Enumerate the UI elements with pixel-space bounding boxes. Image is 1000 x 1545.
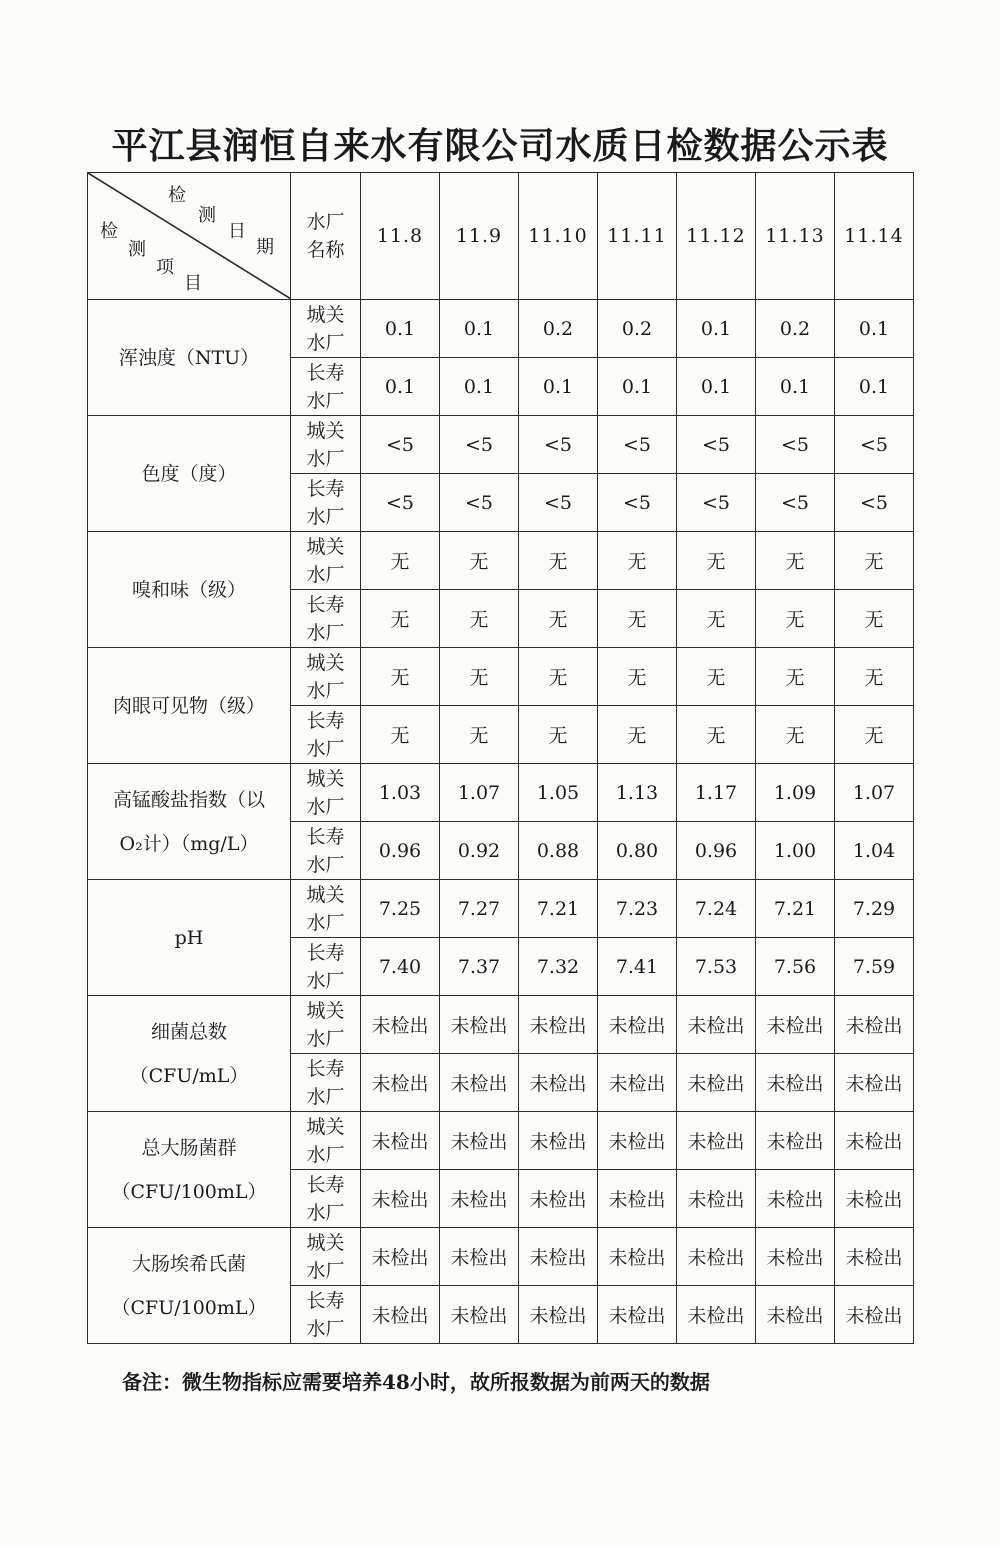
value-cell: 未检出 <box>756 1054 835 1112</box>
test-item-label: 总大肠菌群 <box>141 1136 237 1159</box>
test-item-cell <box>88 1112 291 1228</box>
value-cell: 无 <box>835 648 914 706</box>
value-cell: 未检出 <box>440 1054 519 1112</box>
value-cell: 无 <box>835 706 914 764</box>
plant-column-header <box>291 173 361 300</box>
value-cell: 未检出 <box>598 1170 677 1228</box>
value-cell: 无 <box>756 706 835 764</box>
value-cell: 无 <box>677 590 756 648</box>
test-item-cell <box>88 300 291 416</box>
value-cell: 0.1 <box>440 300 519 358</box>
plant-name-line: 城关 <box>306 535 345 558</box>
plant-name-line: 水厂 <box>306 563 345 586</box>
test-item-label: 浑浊度（NTU） <box>118 346 260 369</box>
date-header: 11.13 <box>756 173 835 300</box>
value-cell: 0.92 <box>440 822 519 880</box>
table-row <box>88 300 914 358</box>
test-item-label: 大肠埃希氏菌 <box>131 1252 246 1275</box>
value-cell: 无 <box>361 706 440 764</box>
test-item-label: 肉眼可见物（级） <box>112 694 265 717</box>
value-cell: 未检出 <box>756 1112 835 1170</box>
value-cell: 未检出 <box>519 1112 598 1170</box>
value-cell: 1.07 <box>440 764 519 822</box>
value-cell: 0.1 <box>756 358 835 416</box>
value-cell: 0.88 <box>519 822 598 880</box>
value-cell: 无 <box>440 590 519 648</box>
value-cell: 1.05 <box>519 764 598 822</box>
test-item-cell <box>88 880 291 996</box>
plant-name-cell <box>291 1170 361 1228</box>
plant-name-line: 城关 <box>306 419 345 442</box>
value-cell: 未检出 <box>519 1286 598 1344</box>
plant-name-line: 城关 <box>306 1231 345 1254</box>
value-cell: 无 <box>756 532 835 590</box>
value-cell: <5 <box>835 416 914 474</box>
test-item-cell <box>88 1228 291 1344</box>
plant-name-line: 水厂 <box>306 679 345 702</box>
plant-name-line: 水厂 <box>306 737 345 760</box>
date-header: 11.14 <box>835 173 914 300</box>
plant-name-line: 长寿 <box>306 1289 345 1312</box>
value-cell: 0.2 <box>519 300 598 358</box>
value-cell: 未检出 <box>519 1054 598 1112</box>
test-item-label: 细菌总数 <box>150 1020 227 1043</box>
value-cell: 0.1 <box>598 358 677 416</box>
plant-name-line: 水厂 <box>306 1143 345 1166</box>
value-cell: 未检出 <box>598 996 677 1054</box>
plant-name-cell <box>291 532 361 590</box>
plant-name-cell <box>291 706 361 764</box>
value-cell: 无 <box>598 648 677 706</box>
value-cell: 0.1 <box>835 300 914 358</box>
value-cell: 7.59 <box>835 938 914 996</box>
date-header: 11.8 <box>361 173 440 300</box>
plant-name-cell <box>291 300 361 358</box>
value-cell: 未检出 <box>835 1286 914 1344</box>
plant-name-line: 水厂 <box>306 1317 345 1340</box>
plant-name-line: 水厂 <box>306 795 345 818</box>
value-cell: 1.09 <box>756 764 835 822</box>
value-cell: 无 <box>519 590 598 648</box>
value-cell: <5 <box>677 416 756 474</box>
plant-name-line: 城关 <box>306 1115 345 1138</box>
value-cell: <5 <box>598 416 677 474</box>
value-cell: 未检出 <box>677 1112 756 1170</box>
test-item-label: （CFU/100mL） <box>111 1296 267 1319</box>
value-cell: <5 <box>835 474 914 532</box>
plant-name-line: 长寿 <box>306 941 345 964</box>
value-cell: 7.56 <box>756 938 835 996</box>
diag-date-char: 测 <box>198 205 216 226</box>
value-cell: 未检出 <box>440 996 519 1054</box>
value-cell: 未检出 <box>440 1228 519 1286</box>
diagonal-header-cell <box>88 173 291 300</box>
test-item-cell <box>88 996 291 1112</box>
value-cell: 未检出 <box>361 1112 440 1170</box>
diag-date-char: 日 <box>228 221 246 242</box>
plant-name-line: 长寿 <box>306 709 345 732</box>
value-cell: 未检出 <box>835 1228 914 1286</box>
value-cell: 未检出 <box>598 1054 677 1112</box>
plant-name-cell <box>291 880 361 938</box>
plant-name-line: 水厂 <box>306 1201 345 1224</box>
plant-name-line: 城关 <box>306 303 345 326</box>
value-cell: 无 <box>677 706 756 764</box>
diag-item-char: 项 <box>156 257 174 278</box>
value-cell: 7.21 <box>756 880 835 938</box>
plant-name-cell <box>291 1112 361 1170</box>
value-cell: 无 <box>519 648 598 706</box>
value-cell: 0.1 <box>361 358 440 416</box>
test-item-label: pH <box>174 926 204 949</box>
value-cell: 1.17 <box>677 764 756 822</box>
value-cell: 0.1 <box>440 358 519 416</box>
plant-name-line: 水厂 <box>306 1085 345 1108</box>
value-cell: 0.1 <box>677 300 756 358</box>
value-cell: 未检出 <box>756 1286 835 1344</box>
plant-name-cell <box>291 358 361 416</box>
plant-name-line: 城关 <box>306 999 345 1022</box>
test-item-label: （CFU/mL） <box>129 1064 249 1087</box>
value-cell: 0.2 <box>598 300 677 358</box>
plant-name-line: 水厂 <box>306 853 345 876</box>
plant-name-line: 长寿 <box>306 477 345 500</box>
plant-name-line: 城关 <box>306 767 345 790</box>
value-cell: 无 <box>756 590 835 648</box>
value-cell: 未检出 <box>440 1286 519 1344</box>
plant-name-cell <box>291 822 361 880</box>
plant-name-line: 水厂 <box>306 969 345 992</box>
plant-name-cell <box>291 1286 361 1344</box>
plant-name-line: 水厂 <box>306 1027 345 1050</box>
test-item-label: 色度（度） <box>141 462 237 485</box>
value-cell: 未检出 <box>677 1170 756 1228</box>
value-cell: 无 <box>440 648 519 706</box>
value-cell: 0.1 <box>519 358 598 416</box>
value-cell: 无 <box>835 590 914 648</box>
value-cell: 1.13 <box>598 764 677 822</box>
value-cell: 未检出 <box>677 1286 756 1344</box>
page-title: 平江县润恒自来水有限公司水质日检数据公示表 <box>111 125 889 167</box>
plant-name-line: 长寿 <box>306 361 345 384</box>
value-cell: <5 <box>519 474 598 532</box>
test-item-cell <box>88 648 291 764</box>
test-item-label: O₂计）（mg/L） <box>119 832 259 855</box>
plant-name-line: 水厂 <box>306 447 345 470</box>
plant-name-line: 城关 <box>306 883 345 906</box>
value-cell: 未检出 <box>756 1170 835 1228</box>
plant-name-cell <box>291 1054 361 1112</box>
value-cell: 未检出 <box>361 1054 440 1112</box>
plant-name-cell <box>291 764 361 822</box>
value-cell: 7.23 <box>598 880 677 938</box>
value-cell: 无 <box>598 706 677 764</box>
value-cell: 未检出 <box>756 996 835 1054</box>
value-cell: 未检出 <box>598 1286 677 1344</box>
value-cell: 未检出 <box>440 1112 519 1170</box>
value-cell: 无 <box>361 648 440 706</box>
value-cell: 无 <box>440 706 519 764</box>
value-cell: 无 <box>677 648 756 706</box>
value-cell: 未检出 <box>598 1228 677 1286</box>
value-cell: 1.00 <box>756 822 835 880</box>
table-row <box>88 880 914 938</box>
value-cell: 未检出 <box>835 1112 914 1170</box>
diag-date-char: 检 <box>168 185 186 206</box>
plant-name-cell <box>291 996 361 1054</box>
value-cell: 1.07 <box>835 764 914 822</box>
value-cell: 未检出 <box>361 996 440 1054</box>
plant-name-cell <box>291 474 361 532</box>
plant-header-line: 水厂 <box>306 211 345 233</box>
value-cell: 无 <box>361 590 440 648</box>
value-cell: 无 <box>519 532 598 590</box>
water-quality-table <box>87 172 914 1344</box>
plant-header-line: 名称 <box>306 239 345 261</box>
value-cell: 无 <box>361 532 440 590</box>
test-item-cell <box>88 416 291 532</box>
plant-name-cell <box>291 938 361 996</box>
plant-name-cell <box>291 648 361 706</box>
value-cell: 无 <box>677 532 756 590</box>
value-cell: 无 <box>756 648 835 706</box>
table-row <box>88 764 914 822</box>
plant-name-line: 水厂 <box>306 621 345 644</box>
plant-name-line: 水厂 <box>306 505 345 528</box>
value-cell: 0.96 <box>677 822 756 880</box>
table-row <box>88 648 914 706</box>
value-cell: 未检出 <box>361 1170 440 1228</box>
test-item-label: （CFU/100mL） <box>111 1180 267 1203</box>
value-cell: <5 <box>440 474 519 532</box>
value-cell: 未检出 <box>835 996 914 1054</box>
table-row <box>88 1112 914 1170</box>
value-cell: 7.29 <box>835 880 914 938</box>
value-cell: 无 <box>598 532 677 590</box>
value-cell: 7.37 <box>440 938 519 996</box>
value-cell: <5 <box>440 416 519 474</box>
footnote: 备注：微生物指标应需要培养48小时，故所报数据为前两天的数据 <box>122 1370 710 1394</box>
table-row <box>88 416 914 474</box>
value-cell: 1.04 <box>835 822 914 880</box>
plant-name-line: 长寿 <box>306 825 345 848</box>
table-row <box>88 996 914 1054</box>
diag-date-char: 期 <box>256 237 274 258</box>
test-item-label: 高锰酸盐指数（以 <box>112 788 265 811</box>
value-cell: 0.1 <box>835 358 914 416</box>
plant-name-cell <box>291 590 361 648</box>
value-cell: 未检出 <box>677 996 756 1054</box>
test-item-label: 嗅和味（级） <box>131 578 246 601</box>
value-cell: 无 <box>598 590 677 648</box>
value-cell: 0.1 <box>677 358 756 416</box>
value-cell: 7.53 <box>677 938 756 996</box>
value-cell: 0.80 <box>598 822 677 880</box>
test-item-cell <box>88 532 291 648</box>
value-cell: 未检出 <box>677 1228 756 1286</box>
value-cell: 7.21 <box>519 880 598 938</box>
value-cell: <5 <box>519 416 598 474</box>
date-header: 11.11 <box>598 173 677 300</box>
value-cell: 未检出 <box>361 1286 440 1344</box>
value-cell: 未检出 <box>519 1228 598 1286</box>
value-cell: 无 <box>440 532 519 590</box>
date-header: 11.12 <box>677 173 756 300</box>
value-cell: 未检出 <box>835 1170 914 1228</box>
date-header: 11.10 <box>519 173 598 300</box>
date-header: 11.9 <box>440 173 519 300</box>
header-row <box>88 173 914 300</box>
value-cell: 7.32 <box>519 938 598 996</box>
diag-item-char: 测 <box>128 239 146 260</box>
value-cell: 1.03 <box>361 764 440 822</box>
value-cell: 7.24 <box>677 880 756 938</box>
value-cell: 7.40 <box>361 938 440 996</box>
value-cell: <5 <box>361 474 440 532</box>
plant-name-line: 长寿 <box>306 1057 345 1080</box>
test-item-cell <box>88 764 291 880</box>
value-cell: 0.2 <box>756 300 835 358</box>
value-cell: 未检出 <box>440 1170 519 1228</box>
table-row <box>88 1228 914 1286</box>
value-cell: 7.41 <box>598 938 677 996</box>
value-cell: 未检出 <box>519 1170 598 1228</box>
value-cell: 0.1 <box>361 300 440 358</box>
plant-name-cell <box>291 1228 361 1286</box>
value-cell: 未检出 <box>598 1112 677 1170</box>
value-cell: 无 <box>519 706 598 764</box>
diag-item-char: 目 <box>184 273 202 294</box>
table-row <box>88 532 914 590</box>
plant-name-line: 长寿 <box>306 1173 345 1196</box>
value-cell: 0.96 <box>361 822 440 880</box>
plant-name-line: 水厂 <box>306 911 345 934</box>
value-cell: <5 <box>756 474 835 532</box>
plant-name-cell <box>291 416 361 474</box>
plant-name-line: 水厂 <box>306 1259 345 1282</box>
value-cell: <5 <box>598 474 677 532</box>
value-cell: <5 <box>361 416 440 474</box>
value-cell: 未检出 <box>835 1054 914 1112</box>
value-cell: 未检出 <box>756 1228 835 1286</box>
value-cell: 未检出 <box>677 1054 756 1112</box>
value-cell: 7.27 <box>440 880 519 938</box>
plant-name-line: 水厂 <box>306 331 345 354</box>
value-cell: 7.25 <box>361 880 440 938</box>
value-cell: 未检出 <box>519 996 598 1054</box>
value-cell: 无 <box>835 532 914 590</box>
value-cell: 未检出 <box>361 1228 440 1286</box>
plant-name-line: 长寿 <box>306 593 345 616</box>
value-cell: <5 <box>756 416 835 474</box>
diag-item-char: 检 <box>100 221 118 242</box>
value-cell: <5 <box>677 474 756 532</box>
plant-name-line: 水厂 <box>306 389 345 412</box>
plant-name-line: 城关 <box>306 651 345 674</box>
